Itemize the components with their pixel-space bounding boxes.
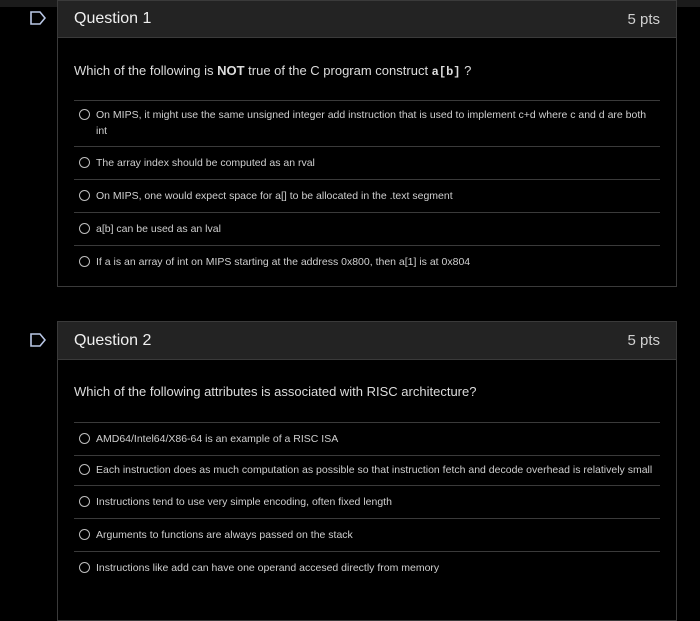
question-1-answers xyxy=(74,100,660,278)
question-2-title: Question 2 xyxy=(74,331,152,349)
question-1-header xyxy=(58,1,676,38)
radio-button[interactable] xyxy=(79,464,90,475)
radio-button[interactable] xyxy=(79,190,90,201)
answer-option[interactable]: Instructions like add can have one operand accesed directly from memory xyxy=(74,552,660,584)
answer-option[interactable]: AMD64/Intel64/X86-64 is an example of a RISC ISA xyxy=(74,423,660,456)
radio-button[interactable] xyxy=(79,157,90,168)
answer-option[interactable]: a[b] can be used as an lval xyxy=(74,213,660,246)
question-2-points: 5 pts xyxy=(627,332,660,349)
answer-option[interactable]: The array index should be computed as an rval xyxy=(74,147,660,180)
flag-question-icon[interactable] xyxy=(30,333,46,347)
question-2-card xyxy=(57,321,677,621)
question-1-text: Which of the following is NOT true of the C program construct a[b] ? xyxy=(74,63,472,79)
radio-button[interactable] xyxy=(79,109,90,120)
answer-option[interactable]: On MIPS, one would expect space for a[] to be allocated in the .text segment xyxy=(74,180,660,213)
radio-button[interactable] xyxy=(79,496,90,507)
answer-option[interactable]: If a is an array of int on MIPS starting at the address 0x800, then a[1] is at 0x804 xyxy=(74,246,660,278)
question-2-header xyxy=(58,322,676,360)
flag-question-icon[interactable] xyxy=(30,11,46,25)
radio-button[interactable] xyxy=(79,256,90,267)
question-1-card xyxy=(57,0,677,287)
radio-button[interactable] xyxy=(79,562,90,573)
answer-option[interactable]: Each instruction does as much computation as possible so that instruction fetch and decode overhead is relatively small xyxy=(74,456,660,486)
radio-button[interactable] xyxy=(79,433,90,444)
answer-option[interactable]: On MIPS, it might use the same unsigned integer add instruction that is used to implement c+d where c and d are both int xyxy=(74,101,660,147)
answer-option[interactable]: Instructions tend to use very simple encoding, often fixed length xyxy=(74,486,660,519)
question-1-title: Question 1 xyxy=(74,10,152,27)
radio-button[interactable] xyxy=(79,529,90,540)
question-2-answers xyxy=(74,422,660,584)
question-2-text: Which of the following attributes is associated with RISC architecture? xyxy=(74,384,477,399)
radio-button[interactable] xyxy=(79,223,90,234)
question-1-points: 5 pts xyxy=(627,10,660,28)
answer-option[interactable]: Arguments to functions are always passed on the stack xyxy=(74,519,660,552)
